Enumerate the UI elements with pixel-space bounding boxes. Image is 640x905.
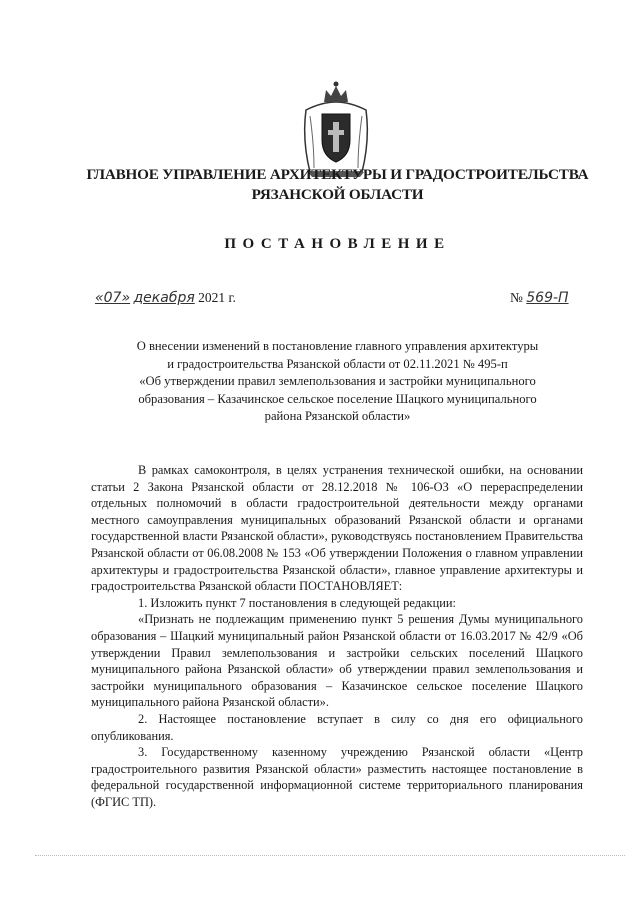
subject-line: образования – Казачинское сельское поселение Шацкого муниципального — [138, 391, 537, 406]
item-1-quote: «Признать не подлежащим применению пункт 5 решения Думы муниципального образования – Шацкий муниципальный район Рязанской области от 16.03.2017 № 42/9 «Об утверждении Правил землепользования и застройки сельских поселений Шацкого муниципального района Рязанской области» об утверждении правил землепользования и застройки муниципального образования – Казачинское сельское поселение Шацкого муниципального района Рязанской области». — [91, 612, 583, 710]
date-month: декабря — [133, 290, 195, 306]
date-year: 2021 г. — [194, 290, 236, 305]
document-subject — [100, 338, 575, 426]
subject-line: «Об утверждении правил землепользования и застройки муниципального — [139, 374, 536, 389]
date-open-quote: « — [95, 290, 104, 306]
number-prefix: № — [510, 290, 527, 305]
subject-line: О внесении изменений в постановление главного управления архитектуры — [136, 339, 539, 353]
document-date — [95, 290, 236, 306]
number-value: 569-П — [526, 290, 569, 306]
item-3: 3. Государственному казенному учреждению Рязанской области «Центр градостроительного развития Рязанской области» разместить настоящее постановление в федеральной государственной информационной системе территориального планирования (ФГИС ТП). — [91, 745, 583, 809]
page-footer-divider — [35, 855, 625, 856]
subject-line: и градостроительства Рязанской области от 02.11.2021 № 495-п — [167, 356, 508, 371]
organization-name-line1: ГЛАВНОЕ УПРАВЛЕНИЕ АРХИТЕКТУРЫ И ГРАДОСТРОИТЕЛЬСТВА — [86, 166, 589, 183]
preamble-paragraph: В рамках самоконтроля, в целях устранения технической ошибки, на основании статьи 2 Закона Рязанской области от 28.12.2018 № 106-ОЗ «О перераспределении отдельных полномочий в области градостроительной деятельности между органами местного самоуправления муниципальных образований Рязанской области и органами государственной власти Рязанской области», руководствуясь постановлением Правительства Рязанской области от 06.08.2008 № 153 «Об утверждении Положения о главном управлении архитектуры и градостроительства Рязанской области», главное управление архитектуры и градостроительства Рязанской области ПОСТАНОВЛЯЕТ: — [91, 463, 583, 594]
coat-of-arms-emblem — [300, 80, 372, 178]
date-day: 07 — [103, 290, 122, 306]
item-1: 1. Изложить пункт 7 постановления в следующей редакции: — [138, 595, 456, 610]
organization-name-line2: РЯЗАНСКОЙ ОБЛАСТИ — [251, 186, 424, 203]
subject-line: района Рязанской области» — [264, 409, 411, 424]
date-close-quote: » — [121, 290, 131, 306]
document-number — [510, 290, 569, 306]
item-2: 2. Настоящее постановление вступает в силу со дня его официального опубликования. — [91, 711, 583, 743]
document-type-title: ПОСТАНОВЛЕНИЕ — [224, 236, 451, 252]
document-body — [91, 462, 583, 810]
